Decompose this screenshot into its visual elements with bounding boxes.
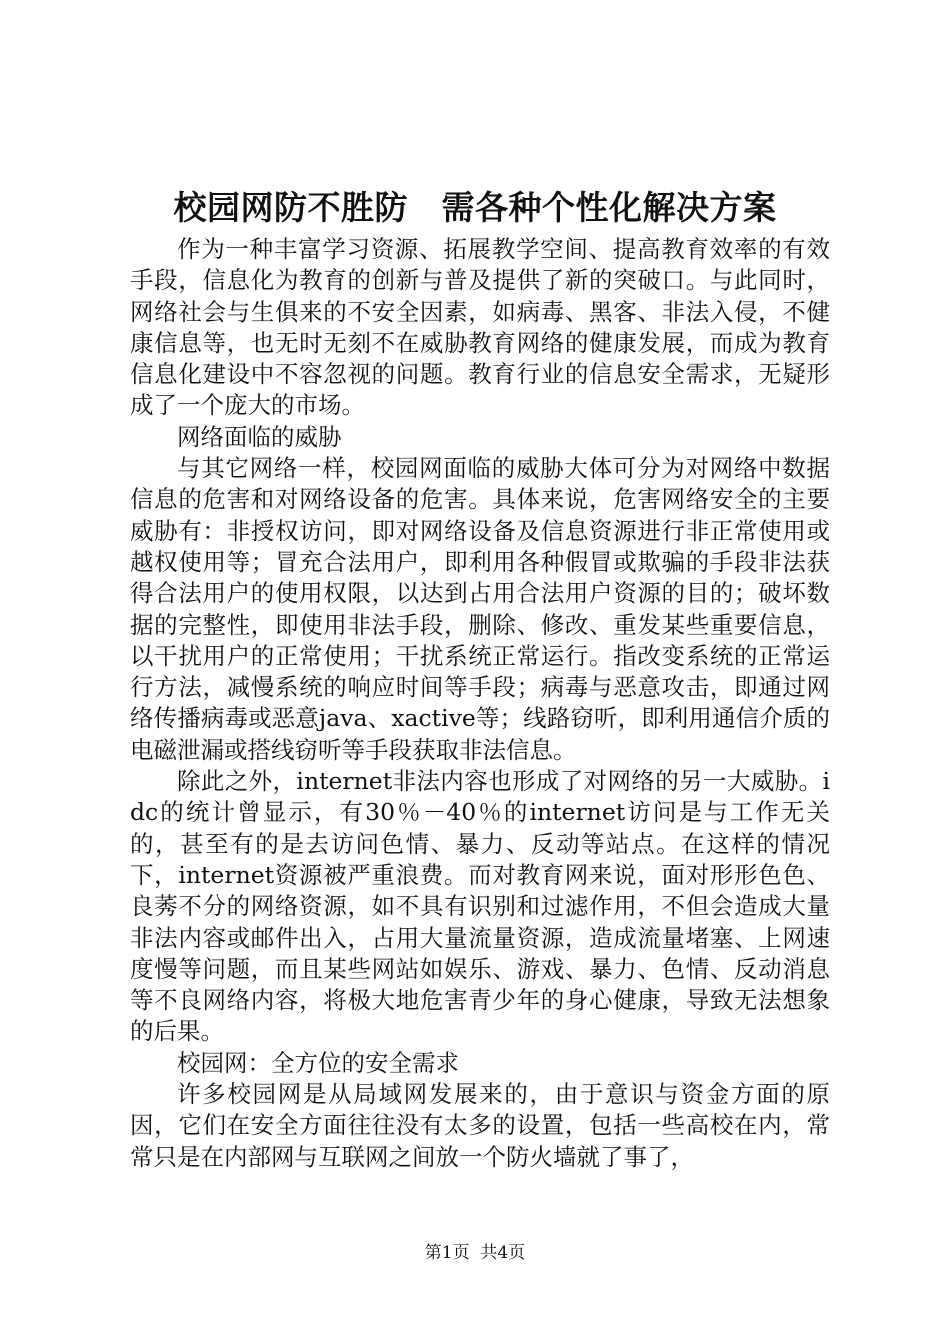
section-heading: 网络面临的威胁 <box>177 422 342 451</box>
body-paragraph: 许多校园网是从局域网发展来的，由于意识与资金方面的原因，它们在安全方面往往没有太多的设置，包括一些高校在内，常常只是在内部网与互联网之间放一个防火墙就了事了， <box>130 1080 830 1171</box>
body-paragraph: 与其它网络一样，校园网面临的威胁大体可分为对网络中数据信息的危害和对网络设备的危害。具体来说，危害网络安全的主要威胁有：非授权访问，即对网络设备及信息资源进行非正常使用或越权使用等；冒充合法用户，即利用各种假冒或欺骗的手段非法获得合法用户的使用权限，以达到占用合法用户资源的目的；破坏数据的完整性，即使用非法手段，删除、修改、重发某些重要信息，以干扰用户的正常使用；干扰系统正常运行。指改变系统的正常运行方法，减慢系统的响应时间等手段；病毒与恶意攻击，即通过网络传播病毒或恶意java、xactive等；线路窃听，即利用通信介质的电磁泄漏或搭线窃听等手段获取非法信息。 <box>130 454 830 764</box>
body-paragraph: 作为一种丰富学习资源、拓展教学空间、提高教育效率的有效手段，信息化为教育的创新与普及提供了新的突破口。与此同时，网络社会与生俱来的不安全因素，如病毒、黑客、非法入侵，不健康信息等，也无时无刻不在威胁教育网络的健康发展，而成为教育信息化建设中不容忽视的问题。教育行业的信息安全需求，无疑形成了一个庞大的市场。 <box>130 235 830 420</box>
document-body <box>130 234 830 1173</box>
page-footer: 第1页 共4页 <box>424 1243 526 1263</box>
body-paragraph: 除此之外，internet非法内容也形成了对网络的另一大威胁。idc的统计曾显示，有30％－40％的internet访问是与工作无关的，甚至有的是去访问色情、暴力、反动等站点。在这样的情况下，internet资源被严重浪费。而对教育网来说，面对形形色色、良莠不分的网络资源，如不具有识别和过滤作用，不但会造成大量非法内容或邮件出入，占用大量流量资源，造成流量堵塞、上网速度慢等问题，而且某些网站如娱乐、游戏、暴力、色情、反动消息等不良网络内容，将极大地危害青少年的身心健康，导致无法想象的后果。 <box>130 767 830 1046</box>
document-title: 校园网防不胜防 需各种个性化解决方案 <box>173 188 777 227</box>
section-heading: 校园网：全方位的安全需求 <box>177 1048 459 1077</box>
